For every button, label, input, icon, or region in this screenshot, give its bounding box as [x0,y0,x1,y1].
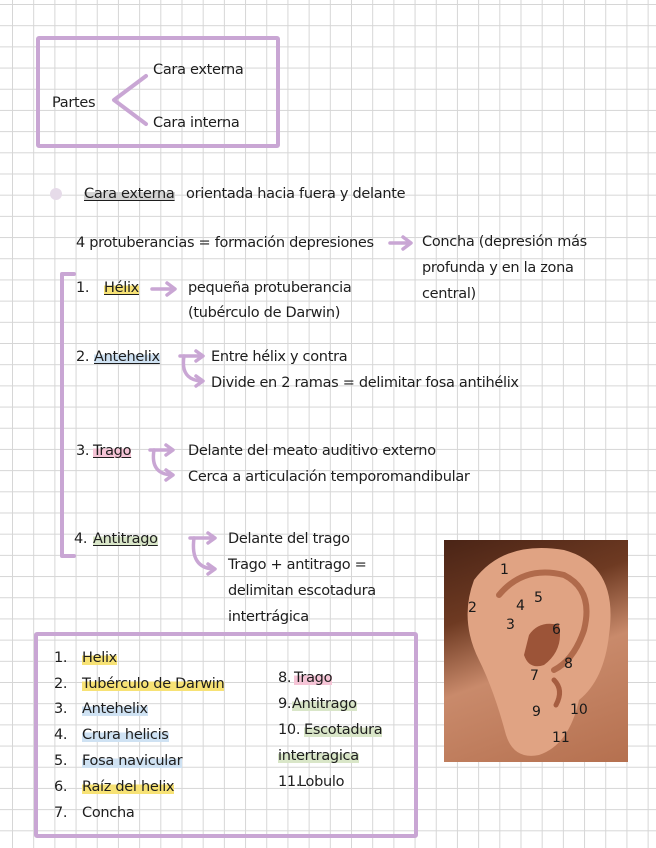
partes-option-externa: Cara externa [153,62,244,78]
partes-label: Partes [52,95,96,111]
item-1-detail-1: pequeña protuberancia [188,280,352,296]
item-1-num: 1. [76,280,90,296]
ear-label-4: 4 [516,598,525,614]
legend-num-11: 11. [278,774,301,790]
legend-num-9: 9. [278,696,292,712]
split-arrow-icon [146,444,178,482]
item-2-num: 2. [76,349,90,365]
split-arrow-icon [176,350,208,388]
ear-illustration [444,540,628,762]
ear-label-5: 5 [534,590,543,606]
item-3-detail-2: Cerca a articulación temporomandibular [188,469,470,485]
item-3-name: Trago [93,443,132,459]
ear-label-3: 3 [506,617,515,633]
chevron-bracket-icon [110,74,150,126]
item-2-name: Antehelix [94,349,160,365]
concha-line-2: profunda y en la zona [422,260,574,276]
item-2-detail-1: Entre hélix y contra [211,349,348,365]
ear-label-7: 7 [530,668,539,684]
ear-label-8: 8 [564,656,573,672]
list-bracket [54,270,78,562]
concha-line-1: Concha (depresión más [422,234,587,250]
legend-num-3: 3. [54,701,68,717]
ear-label-1: 1 [500,562,509,578]
legend-item-2: Tubérculo de Darwin [82,676,225,692]
legend-item-5: Fosa navicular [82,753,183,769]
legend-item-8: Trago [294,670,333,686]
legend-num-5: 5. [54,753,68,769]
ear-photo [444,540,628,762]
item-2-detail-2: Divide en 2 ramas = delimitar fosa antihélix [211,375,519,391]
ear-label-2: 2 [468,600,477,616]
item-3-num: 3. [76,443,90,459]
cara-externa-title: Cara externa [84,186,175,202]
legend-num-1: 1. [54,650,68,666]
ear-label-11: 11 [552,730,570,746]
legend-num-7: 7. [54,805,68,821]
item-4-num: 4. [74,531,88,547]
legend-item-6: Raíz del helix [82,779,175,795]
split-arrow-icon [186,532,220,576]
legend-item-1: Helix [82,650,117,666]
arrow-right-icon [150,282,180,296]
ear-label-9: 9 [532,704,541,720]
concha-line-3: central) [422,286,476,302]
item-4-detail-1: Delante del trago [228,531,350,547]
legend-item-11: Lobulo [298,774,345,790]
ear-label-6: 6 [552,622,561,638]
legend-num-4: 4. [54,727,68,743]
item-1-detail-2: (tubérculo de Darwin) [188,305,341,321]
protuberancias-text: 4 protuberancias = formación depresiones [76,235,374,251]
legend-num-10: 10. [278,722,301,738]
item-4-detail-3: delimitan escotadura [228,583,376,599]
legend-num-6: 6. [54,779,68,795]
partes-option-interna: Cara interna [153,115,240,131]
legend-num-2: 2. [54,676,68,692]
legend-item-9: Antitrago [292,696,357,712]
legend-item-10-cont: intertragica [278,748,359,764]
item-3-detail-1: Delante del meato auditivo externo [188,443,436,459]
bullet-dot [50,188,62,200]
legend-item-7: Concha [82,805,135,821]
legend-item-3: Antehelix [82,701,148,717]
legend-item-4: Crura helicis [82,727,169,743]
arrow-right-icon [388,236,416,250]
item-4-name: Antitrago [93,531,158,547]
item-1-name: Hélix [104,280,139,296]
cara-externa-desc: orientada hacia fuera y delante [186,186,406,202]
item-4-detail-4: intertrágica [228,609,309,625]
legend-item-10: Escotadura [304,722,383,738]
ear-label-10: 10 [570,702,588,718]
legend-num-8: 8. [278,670,292,686]
item-4-detail-2: Trago + antitrago = [228,557,367,573]
